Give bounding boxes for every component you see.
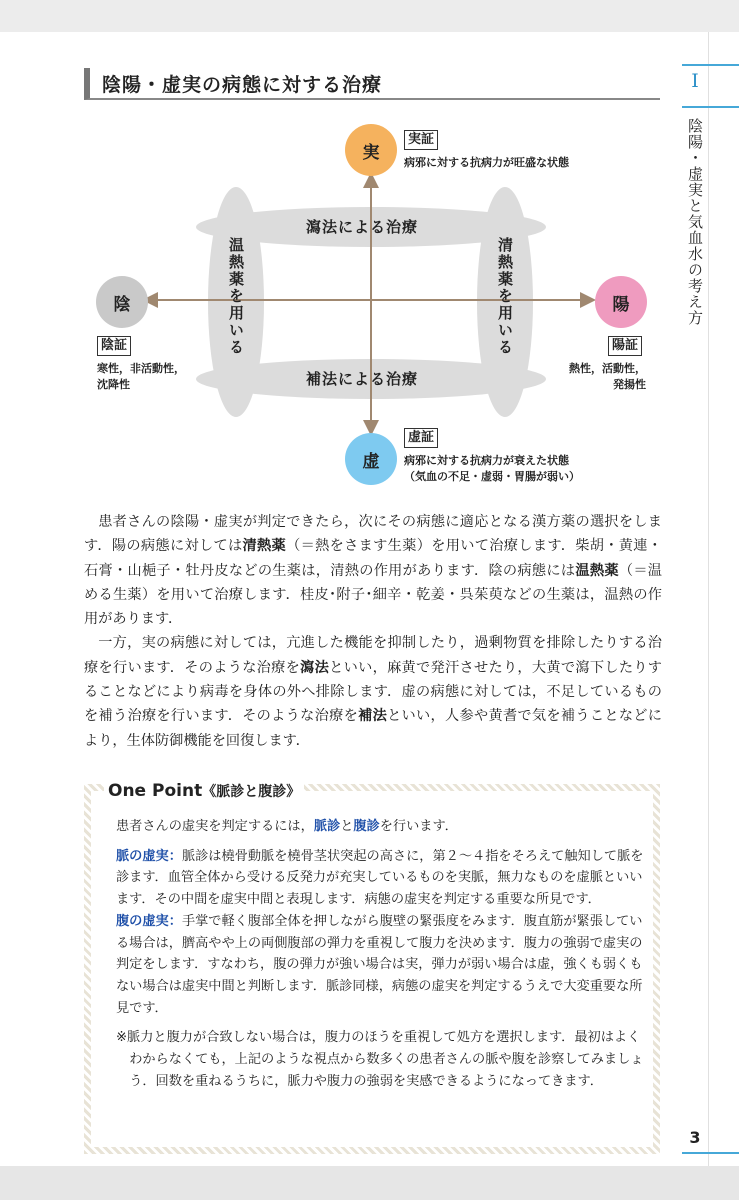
kyo-node: 虚 — [345, 433, 397, 485]
one-point-body — [116, 816, 646, 1092]
body-text — [84, 510, 662, 753]
yo-desc-2: 発揚性 — [613, 378, 646, 391]
section-heading — [84, 68, 660, 100]
one-point-note: ※脈力と腹力が合致しない場合は，腹力のほうを重視して処方を選択します．最初はよくわからなくても，上記のような視点から数多くの患者さんの脈や腹を診察してみましょう．回数を重ねるうちに，脈力や腹力の強弱を実感できるようになってきます． — [116, 1030, 644, 1089]
term-hoho: 補法 — [358, 708, 388, 725]
pulse-section: 脈の虚実：脈診は橈骨動脈を橈骨茎状突起の高さに，第２～４指をそろえて触知して脈を診ます．血管全体から受ける反発力が充実しているものを実脈，無力なものを虚脈といいます．その中間を虚実中間と表現します．病態の虚実を判定する重要な所見です． — [116, 848, 644, 908]
term-seinetsuyaku: 清熱薬 — [242, 538, 287, 555]
term-onnetsuyaku: 温熱薬 — [575, 562, 619, 579]
bottom-band-text: 補法による治療 — [306, 370, 419, 388]
bottom-band — [0, 1166, 739, 1200]
right-band-text: 清熱薬を用いる — [496, 237, 514, 356]
top-band-text: 瀉法による治療 — [306, 218, 419, 236]
in-desc-2: 沈降性 — [97, 378, 130, 391]
section-heading-text: 陰陽・虚実の病態に対する治療 — [102, 74, 383, 96]
yin-yang-diagram — [0, 110, 708, 490]
paragraph-1: 患者さんの陰陽・虚実が判定できたら，次にその病態に適応となる漢方薬の選択をします．陽の病態に対しては清熱薬（＝熱をさます生薬）を用いて治療します．柴胡・黄連・石膏・山梔子・牡丹皮などの生薬は，清熱の作用があります．陰の病態には温熱薬（＝温める生薬）を用いて治療します．桂皮･附子･細辛・乾姜・呉茱萸などの生薬は，温熱の作用があります． — [84, 514, 662, 628]
left-band-text: 温熱薬を用いる — [227, 237, 245, 356]
yo-node: 陽 — [595, 276, 647, 328]
kyo-desc-1: 病邪に対する抗病力が衰えた状態 — [404, 454, 569, 467]
chapter-number: I — [691, 70, 699, 92]
tab-line-mid — [682, 106, 739, 108]
in-desc-1: 寒性，非活動性， — [97, 362, 185, 375]
one-point-title: One Point《脈診と腹診》 — [104, 781, 304, 801]
paragraph-2: 一方，実の病態に対しては，亢進した機能を抑制したり，過剰物質を排除したりする治療を行います．そのような治療を瀉法といい，麻黄で発汗させたり，大黄で瀉下したりすることなどにより病毒を身体の外へ排除します．虚の病態に対しては，不足しているものを補う治療を行います．そのような治療を補法といい，人参や黄耆で気を補うことなどにより，生体防御機能を回復します． — [84, 635, 662, 749]
tab-line-top — [682, 64, 739, 66]
in-label: 陰証 — [97, 336, 131, 356]
chapter-title: 陰陽・虚実と気血水の考え方 — [686, 118, 704, 326]
jitsu-label: 実証 — [404, 130, 438, 150]
kyo-desc-2: （気血の不足・虚弱・胃腸が弱い） — [404, 470, 580, 483]
in-node: 陰 — [96, 276, 148, 328]
kyo-label: 虚証 — [404, 428, 438, 448]
term-shaho: 瀉法 — [300, 659, 330, 676]
one-point-intro: 患者さんの虚実を判定するには，脈診と腹診を行います． — [116, 819, 458, 834]
yo-label: 陽証 — [608, 336, 642, 356]
tab-line-bottom — [682, 1152, 739, 1154]
abdomen-section: 腹の虚実：手掌で軽く腹部全体を押しながら腹壁の緊張度をみます．腹直筋が緊張している場合は，臍高やや上の両側腹部の弾力を重視して腹力を決めます．腹力の強弱で虚実の判定をします．すなわち，腹の弾力が強い場合は実，弾力が弱い場合は虚，強くも弱くもない場合は虚実中間と判断します．脈診同様，病態の虚実を判定するうえで大変重要な所見です． — [116, 913, 643, 1016]
chapter-sidebar — [708, 32, 739, 1166]
jitsu-desc: 病邪に対する抗病力が旺盛な状態 — [404, 156, 569, 169]
yo-desc-1: 熱性，活動性， — [569, 362, 646, 375]
page-number: 3 — [689, 1128, 701, 1147]
jitsu-node: 実 — [345, 124, 397, 176]
